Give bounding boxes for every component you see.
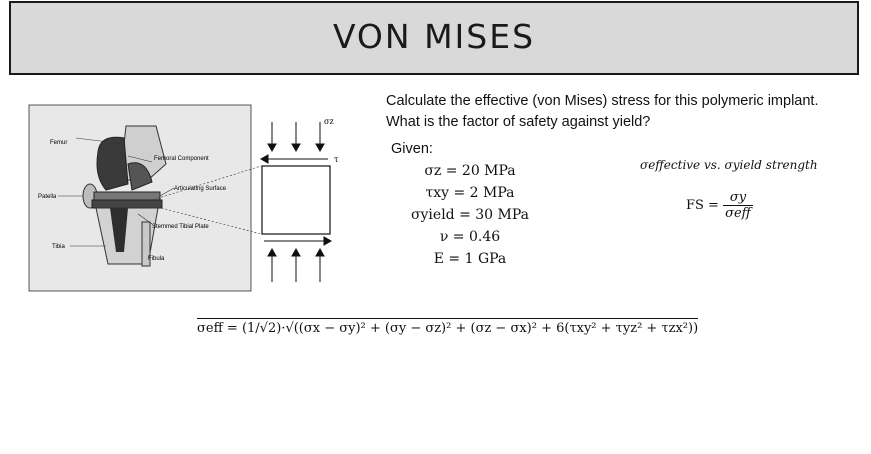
fs-fraction	[723, 190, 753, 221]
given-poisson: ν = 0.46	[439, 229, 501, 245]
fs-numerator: σy	[723, 190, 753, 206]
given-sigma-yield: σyield = 30 MPa	[410, 207, 530, 223]
comparison-text: σeffective vs. σyield strength	[640, 158, 818, 172]
label-tibia: Tibia	[52, 244, 65, 250]
label-patella: Patella	[38, 194, 57, 200]
femoral-component	[97, 137, 128, 190]
factor-of-safety-formula	[686, 190, 753, 221]
given-label: Given:	[391, 141, 433, 157]
given-sigma-z: σz = 20 MPa	[424, 163, 516, 179]
von-mises-expression: σeff = (1/√2)·√((σx − σy)² + (σy − σz)² + (σz − σx)² + 6(τxy² + τyz² + τzx²))	[197, 318, 698, 336]
given-tau-xy: τxy = 2 MPa	[425, 185, 515, 201]
sigma-arrows-bottom	[268, 249, 324, 282]
label-femur: Femur	[50, 140, 68, 146]
given-list	[400, 160, 540, 270]
implant-figure	[28, 104, 348, 294]
title-bar	[9, 1, 859, 75]
label-fibula: Fibula	[148, 256, 165, 262]
tau-label: τ	[334, 155, 339, 164]
von-mises-formula	[197, 318, 698, 336]
page-title: VON MISES	[332, 17, 536, 56]
stress-element	[262, 166, 330, 234]
tibial-plate	[92, 200, 162, 208]
label-articulating-surface: Articulating Surface	[174, 186, 227, 192]
problem-statement: Calculate the effective (von Mises) stress for this polymeric implant. What is the factor of safety against yield?	[386, 93, 819, 130]
sigma-z-label: σz	[324, 117, 334, 126]
fs-denominator: σeff	[725, 206, 751, 221]
articulating-surface	[94, 192, 160, 200]
fs-lhs: FS =	[686, 198, 719, 213]
given-modulus: E = 1 GPa	[433, 251, 507, 267]
label-femoral-component: Femoral Component	[154, 156, 209, 162]
sigma-arrows-top	[268, 122, 324, 151]
label-stemmed-tibial-plate: Stemmed Tibial Plate	[152, 224, 209, 230]
